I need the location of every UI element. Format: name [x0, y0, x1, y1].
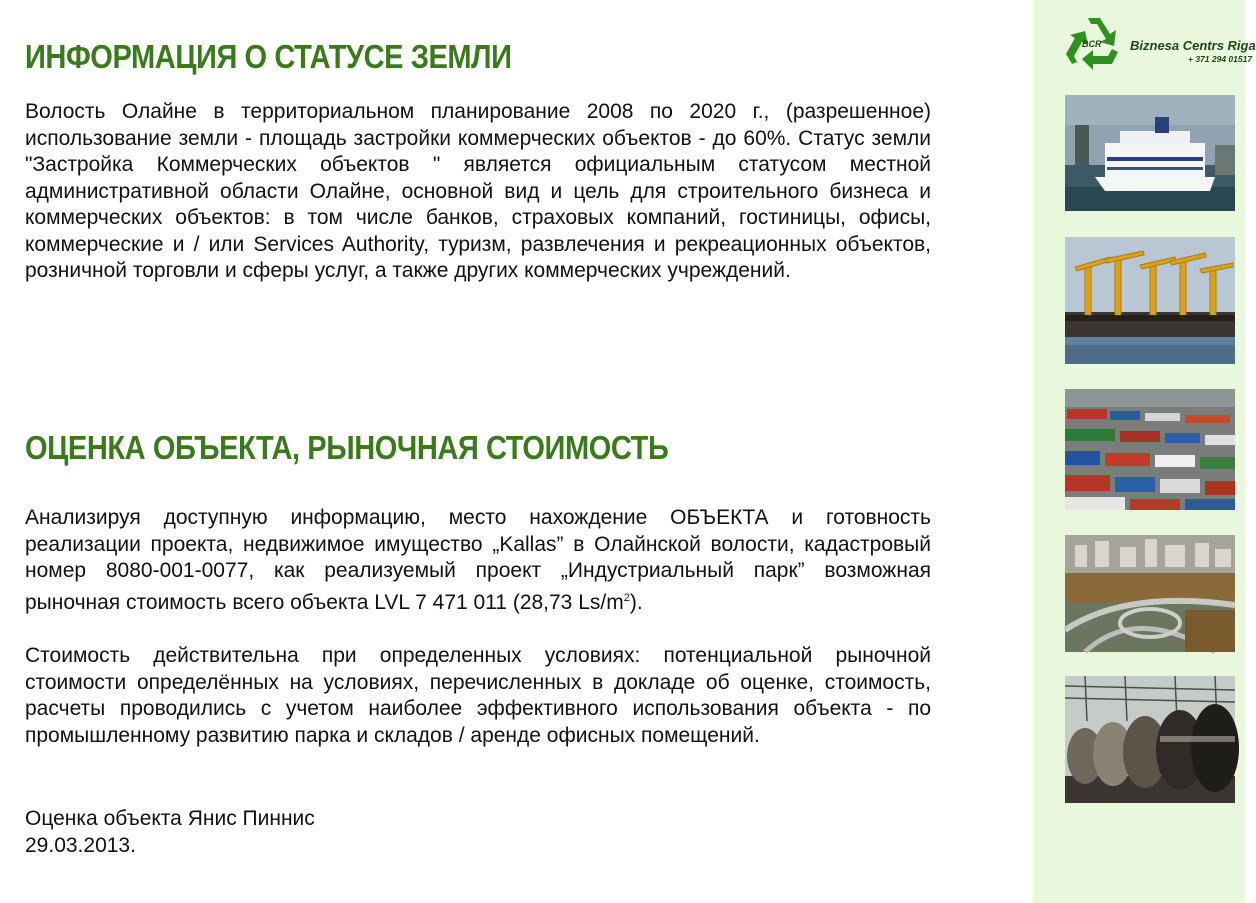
logo-phone: + 371 294 01517	[1188, 54, 1253, 64]
ferry-ship-photo	[1065, 95, 1235, 211]
conditions-text: Стоимость действительна при определенных условиях: потенциальной рыночной стоимости определённых на условиях, перечисленных в докладе об оценке, стоимость, расчеты проводились с учетом наиболее эффективного использования объекта - по промышленному развитию парка и складов / аренде офисных помещений.	[25, 644, 931, 747]
recycle-icon	[1060, 14, 1130, 74]
valuation-text-end: ).	[629, 590, 643, 614]
conditions-paragraph	[25, 643, 931, 749]
land-status-paragraph	[25, 99, 931, 285]
signature-block	[25, 806, 931, 859]
signature-date: 29.03.2013.	[25, 833, 136, 857]
logo-name: Biznesa Centrs Riga	[1130, 38, 1256, 53]
company-logo	[1060, 14, 1256, 74]
logo-mark: BCR	[1082, 39, 1102, 49]
square-superscript: 2	[623, 591, 630, 604]
valuation-text: Анализируя доступную информацию, место нахождение ОБЪЕКТА и готовность реализации проекта, недвижимое имущество „Kallas” в Олайнской волости, кадастровый номер 8080-001-0077, как реализуемый проект „Индустриальный парк” возможная рыночная стоимость всего объекта LVL 7 471 011 (28,73 Ls/m	[25, 506, 931, 614]
valuation-paragraph	[25, 505, 931, 616]
signature-author: Оценка объекта Янис Пиннис	[25, 807, 315, 830]
port-cranes-photo	[1065, 237, 1235, 364]
city-interchange-photo	[1065, 535, 1235, 652]
land-status-text: Волость Олайне в территориальном планирование 2008 по 2020 г., (разрешенное) использование земли - площадь застройки коммерческих объектов - до 60%. Статус земли "Застройка Коммерческих объектов " является официальным статусом местной административной области Олайне, основной вид и цель для строительного бизнеса и коммерческих объектов: в том числе банков, страховых компаний, гостиницы, офисы, коммерческие и / или Services Authority, туризм, развлечения и рекреационных объектов, розничной торговли и сферы услуг, а также других коммерческих учреждений.	[25, 100, 931, 282]
sidebar	[1033, 0, 1256, 903]
tank-railcars-photo	[1065, 676, 1235, 803]
section-title-valuation: ОЦЕНКА ОБЪЕКТА, РЫНОЧНАЯ СТОИМОСТЬ	[25, 429, 669, 466]
section-title-land-status: ИНФОРМАЦИЯ О СТАТУСЕ ЗЕМЛИ	[25, 38, 512, 75]
container-terminal-photo	[1065, 389, 1235, 510]
